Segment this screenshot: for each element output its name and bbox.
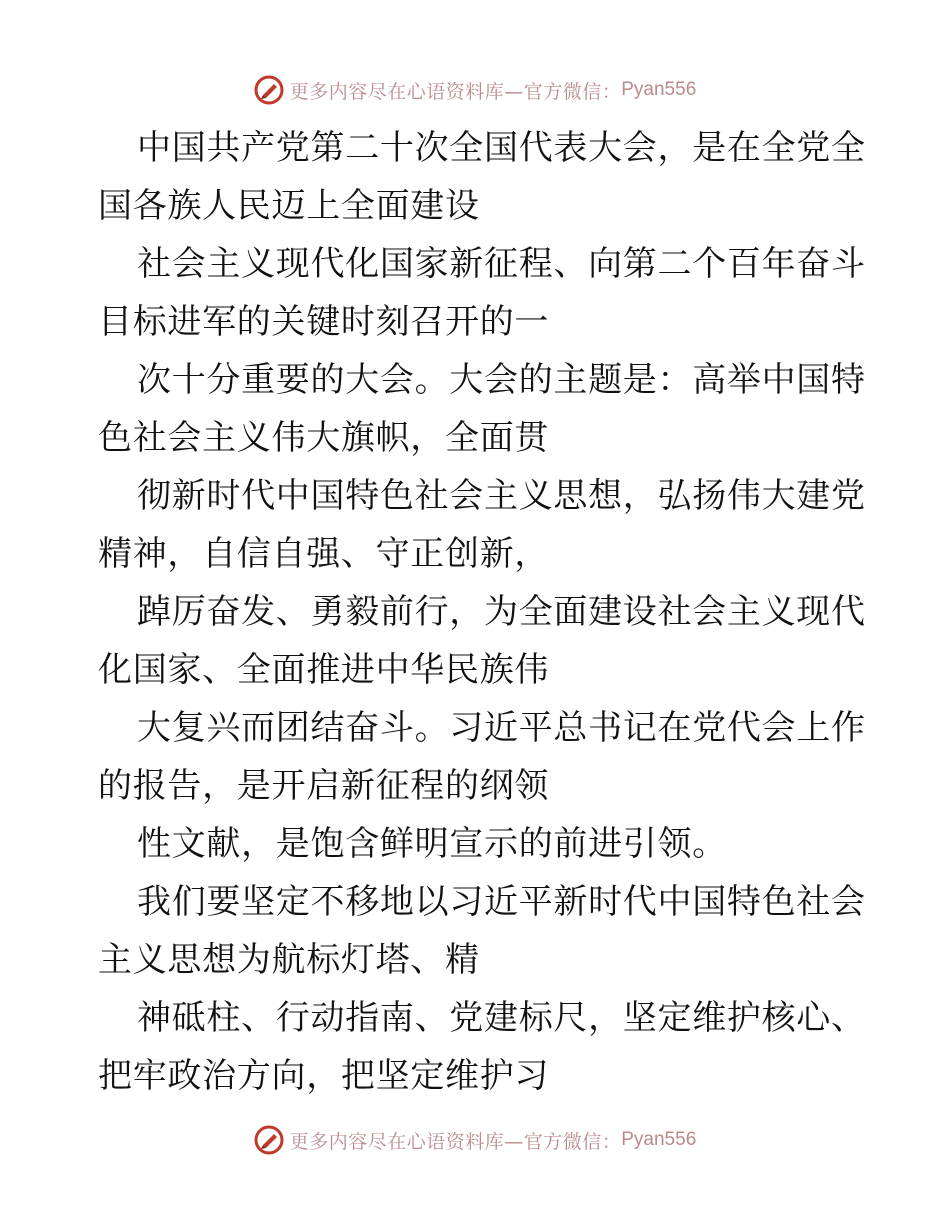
banner-text: 更多内容尽在心语资料库—官方微信： [289,80,622,103]
body-line: 大复兴而团结奋斗。习近平总书记在党代会上作 [137,708,866,748]
hand-pen-logo-icon [254,75,284,105]
body-line: 化国家、全面推进中华民族伟 [98,650,550,690]
body-line: 主义思想为航标灯塔、精 [98,940,480,980]
banner-text: 更多内容尽在心语资料库—官方微信： [289,1130,622,1153]
body-line: 色社会主义伟大旗帜，全面贯 [98,418,550,458]
body-line: 踔厉奋发、勇毅前行，为全面建设社会主义现代 [137,592,866,632]
footer-banner [0,1122,950,1158]
header-banner [0,72,950,108]
body-line: 目标进军的关键时刻召开的一 [98,302,550,342]
body-line: 中国共产党第二十次全国代表大会，是在全党全 [137,128,866,168]
body-line: 彻新时代中国特色社会主义思想，弘扬伟大建党 [137,476,866,516]
body-line: 性文献，是饱含鲜明宣示的前进引领。 [137,824,727,864]
body-line: 国各族人民迈上全面建设 [98,186,480,226]
wechat-id: Pyan556 [621,1129,697,1150]
body-line: 我们要坚定不移地以习近平新时代中国特色社会 [137,882,866,922]
wechat-id: Pyan556 [621,79,697,100]
body-line: 精神，自信自强、守正创新， [98,534,550,574]
hand-pen-logo-icon [254,1125,284,1155]
body-line: 社会主义现代化国家新征程、向第二个百年奋斗 [137,244,866,284]
body-line: 次十分重要的大会。大会的主题是：高举中国特 [137,360,866,400]
body-line: 神砥柱、行动指南、党建标尺，坚定维护核心、 [137,998,866,1038]
body-line: 把牢政治方向，把坚定维护习 [98,1056,550,1096]
body-line: 的报告，是开启新征程的纲领 [98,766,550,806]
